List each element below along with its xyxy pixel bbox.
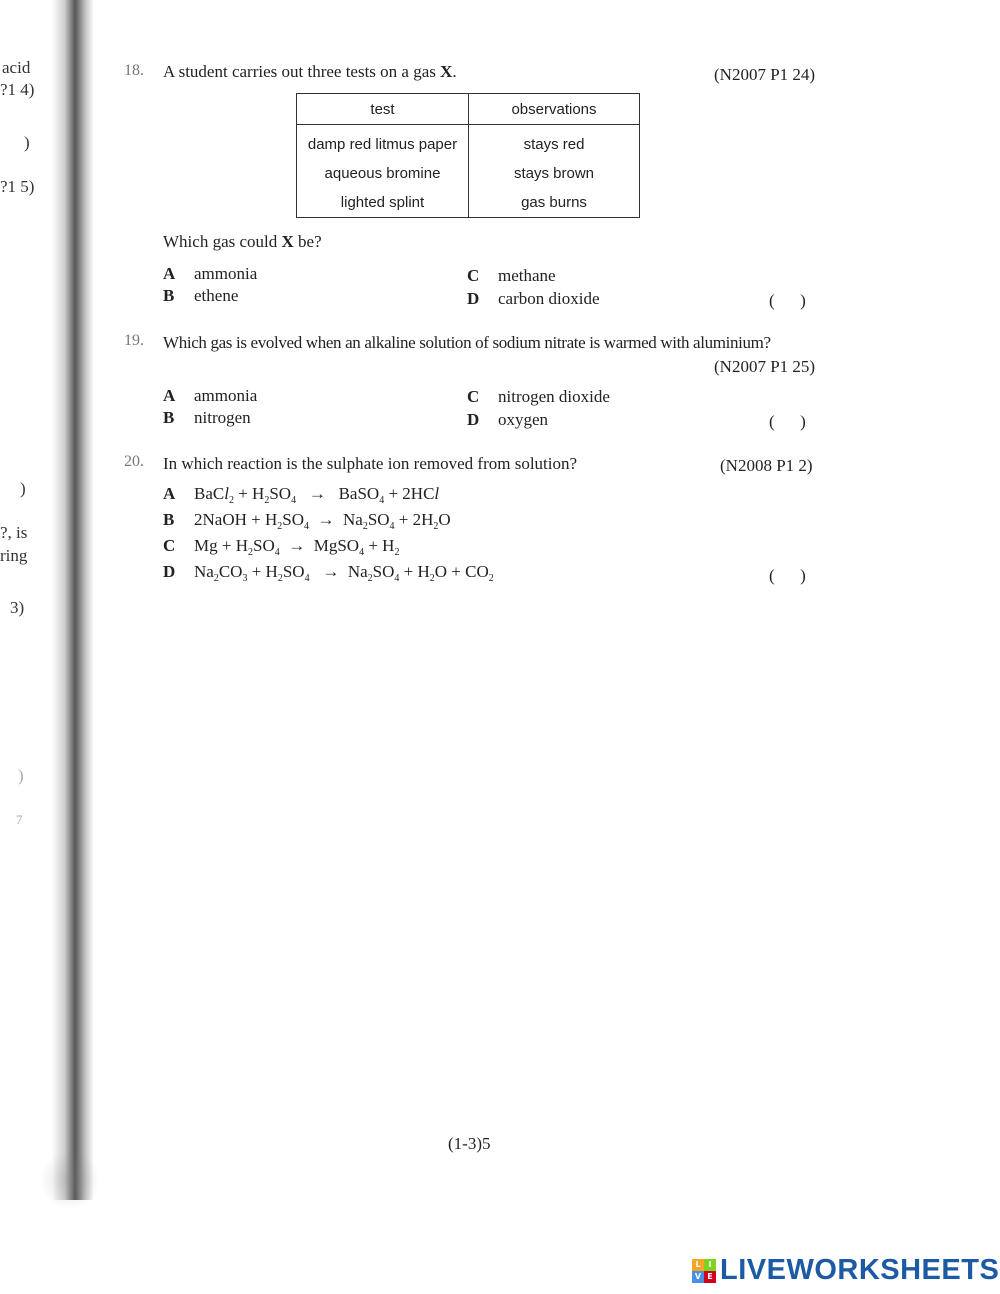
equation-d[interactable]: $Na_2CO_3 + H_2SO_4 \to Na_2SO_4 + H_2O + CO_2$: [194, 562, 494, 584]
table-row: [297, 159, 640, 188]
question-18-source: (N2007 P1 24): [714, 65, 816, 84]
margin-fragment: 3): [10, 598, 25, 617]
margin-fragment: ring: [0, 546, 28, 565]
tests-table: [296, 93, 640, 218]
option-text[interactable]: oxygen: [498, 410, 549, 429]
liveworksheets-brand: LIVEWORKSHEETS: [720, 1254, 1000, 1286]
option-letter: D: [467, 410, 480, 429]
question-18-text-post: .: [452, 62, 457, 81]
margin-fragment: ): [20, 479, 26, 498]
table-row: [297, 188, 640, 218]
option-letter: D: [467, 289, 480, 308]
option-text[interactable]: carbon dioxide: [498, 289, 600, 308]
question-19-number: 19.: [124, 332, 144, 349]
page-number: (1-3)5: [448, 1134, 491, 1153]
option-letter: A: [163, 264, 176, 283]
option-letter: A: [163, 484, 176, 503]
table-cell-observation: stays red: [523, 136, 585, 153]
table-cell-test: aqueous bromine: [297, 159, 469, 188]
question-18-prompt-post: be?: [293, 232, 322, 251]
option-letter: D: [163, 562, 176, 581]
margin-fragment: ?1 5): [0, 177, 35, 196]
option-letter: C: [467, 387, 480, 406]
option-text[interactable]: methane: [498, 266, 556, 285]
option-letter: C: [467, 266, 480, 285]
question-19-text: Which gas is evolved when an alkaline solution of sodium nitrate is warmed with aluminium?: [163, 333, 771, 352]
question-19-source: (N2007 P1 25): [714, 357, 816, 376]
question-20-text: In which reaction is the sulphate ion removed from solution?: [163, 454, 578, 473]
table-header-test: test: [297, 94, 469, 125]
option-text[interactable]: nitrogen: [194, 408, 251, 427]
option-text[interactable]: ammonia: [194, 264, 258, 283]
question-18-number: 18.: [124, 62, 144, 79]
question-20-source: (N2008 P1 2): [720, 456, 813, 475]
table-cell-observation: stays brown: [513, 165, 595, 182]
table-header-row: [297, 94, 640, 125]
answer-box-19[interactable]: ( ): [769, 412, 806, 431]
book-spine-shadow-fade: [40, 1150, 100, 1210]
table-cell-observation: gas burns: [521, 194, 587, 211]
equation-b[interactable]: 2NaOH + $H_2SO_4 \to Na_2SO_4 + 2H_2O$: [194, 510, 451, 532]
option-text[interactable]: ammonia: [194, 386, 258, 405]
option-letter: B: [163, 286, 175, 305]
book-spine-shadow: [52, 0, 94, 1200]
margin-fragment: 7: [16, 812, 23, 827]
option-text[interactable]: ethene: [194, 286, 239, 305]
table-cell-test: damp red litmus paper: [297, 125, 469, 160]
question-18-text-pre: A student carries out three tests on a gas: [163, 62, 441, 81]
question-20-number: 20.: [124, 453, 144, 470]
equation-a[interactable]: BaCl$_2$ + $H_2SO_4$ → BaSO$_4$ + 2HCl: [194, 484, 440, 506]
answer-box-18[interactable]: ( ): [769, 291, 806, 310]
margin-fragment: ): [18, 766, 24, 785]
question-18-prompt: [163, 232, 322, 252]
option-letter: A: [163, 386, 176, 405]
option-letter: C: [163, 536, 176, 555]
liveworksheets-grid-icon: L I V E: [692, 1259, 716, 1283]
question-18-gas-label: X: [440, 62, 453, 81]
option-letter: B: [163, 510, 175, 529]
question-18-prompt-pre: Which gas could: [163, 232, 282, 251]
answer-box-20[interactable]: ( ): [769, 566, 806, 585]
option-text[interactable]: nitrogen dioxide: [498, 387, 610, 406]
margin-fragment: ?1 4): [0, 80, 35, 99]
option-letter: B: [163, 408, 175, 427]
margin-fragment: ?, is: [0, 523, 28, 542]
question-18-prompt-gas-label: X: [281, 232, 294, 251]
margin-fragment: acid: [2, 58, 31, 77]
liveworksheets-logo: [692, 1254, 999, 1287]
table-row: [297, 125, 640, 160]
table-header-observations: observations: [469, 94, 640, 125]
margin-fragment: ): [24, 133, 30, 152]
equation-c[interactable]: $Mg + H_2SO_4$ → MgSO$_4$ + $H_2$: [194, 536, 400, 558]
question-18-text: [163, 62, 457, 82]
table-cell-test: lighted splint: [297, 188, 469, 218]
